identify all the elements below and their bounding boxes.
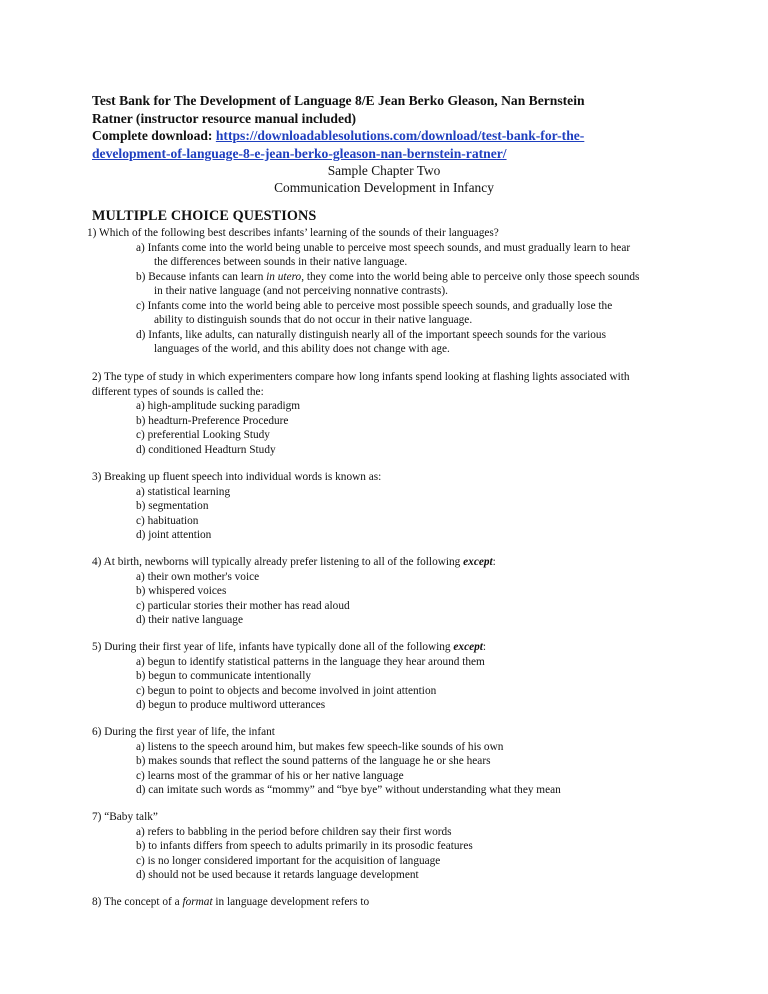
chapter-title: Communication Development in Infancy [274, 180, 494, 195]
question-3-stem: 3) Breaking up fluent speech into individual words is known as: [92, 471, 382, 483]
question-3-option-b: b) segmentation [136, 500, 209, 512]
question-1-option-d-cont: languages of the world, and this ability does not change with age. [154, 343, 450, 355]
question-4-stem-pre: 4) At birth, newborns will typically already prefer listening to all of the following [92, 556, 464, 568]
question-8-stem-post: in language development refers to [212, 896, 370, 908]
document-title-line1: Test Bank for The Development of Language 8/E Jean Berko Gleason, Nan Bernstein [92, 93, 585, 108]
question-1-option-b [136, 270, 639, 284]
question-1-option-a: a) Infants come into the world being unable to perceive most speech sounds, and must gradually learn to hear [136, 241, 631, 254]
section-heading: MULTIPLE CHOICE QUESTIONS [92, 208, 317, 224]
question-7-option-c: c) is no longer considered important for the acquisition of language [136, 854, 441, 867]
question-1-option-b-post: , they come into the world being able to perceive only those speech sounds [301, 270, 640, 283]
question-1-option-b-em: in utero [266, 270, 302, 283]
download-link-part1[interactable]: https://downloadablesolutions.com/download/test-bank-for-the- [215, 128, 585, 143]
question-7-option-b: b) to infants differs from speech to adults primarily in its prosodic features [136, 840, 473, 852]
question-4-option-b: b) whispered voices [136, 585, 227, 597]
question-8-stem [92, 895, 692, 909]
question-1-option-a-cont: the differences between sounds in their native language. [154, 256, 408, 268]
question-4-stem [92, 555, 692, 569]
question-2-stem-cont: different types of sounds is called the: [92, 385, 264, 398]
question-5-stem-em: except [453, 641, 483, 653]
question-1-option-b-pre: b) Because infants can learn [136, 270, 267, 283]
question-5-option-b: b) begun to communicate intentionally [136, 670, 312, 682]
question-1-option-d: d) Infants, like adults, can naturally distinguish nearly all of the important speech sounds for the various [136, 328, 606, 341]
question-4-option-d: d) their native language [136, 614, 243, 626]
question-5-option-d: d) begun to produce multiword utterances [136, 699, 326, 711]
question-6-option-b: b) makes sounds that reflect the sound patterns of the language he or she hears [136, 755, 491, 767]
question-2-option-a: a) high-amplitude sucking paradigm [136, 400, 301, 412]
question-3-option-d: d) joint attention [136, 529, 212, 541]
question-1-option-b-cont: in their native language (and not perceiving nonnative contrasts). [154, 285, 448, 297]
question-7-option-a: a) refers to babbling in the period before children say their first words [136, 825, 452, 838]
question-2-option-d: d) conditioned Headturn Study [136, 443, 276, 456]
question-4-stem-em: except [463, 556, 493, 568]
question-7-stem: 7) “Baby talk” [92, 811, 158, 823]
question-2-stem: 2) The type of study in which experimenters compare how long infants spend looking at flashing lights associated with [92, 371, 630, 383]
question-5-stem [92, 640, 692, 654]
question-6-option-c: c) learns most of the grammar of his or her native language [136, 769, 404, 782]
question-3-option-a: a) statistical learning [136, 485, 231, 498]
download-link-line2 [92, 145, 692, 163]
question-5-option-a: a) begun to identify statistical patterns in the language they hear around them [136, 655, 485, 668]
question-1-option-c-cont: ability to distinguish sounds that do not occur in their native language. [154, 314, 473, 326]
download-label: Complete download: [92, 128, 216, 143]
download-line [92, 127, 692, 145]
question-6-stem: 6) During the first year of life, the infant [92, 726, 275, 738]
download-link-part2[interactable]: development-of-language-8-e-jean-berko-gleason-nan-bernstein-ratner/ [92, 145, 507, 161]
question-6-option-d: d) can imitate such words as “mommy” and “bye bye” without understanding what they mean [136, 784, 561, 796]
question-5-stem-pre: 5) During their first year of life, infants have typically done all of the following [92, 641, 454, 653]
question-2-option-b: b) headturn-Preference Procedure [136, 414, 289, 427]
document-title-line2: Ratner (instructor resource manual included) [92, 110, 357, 126]
question-4-option-c: c) particular stories their mother has read aloud [136, 599, 350, 612]
question-2-option-c: c) preferential Looking Study [136, 429, 270, 441]
question-5-stem-post: : [482, 641, 487, 653]
question-8-stem-em: format [182, 896, 213, 908]
question-6-option-a: a) listens to the speech around him, but makes few speech-like sounds of his own [136, 740, 504, 753]
question-5-option-c: c) begun to point to objects and become involved in joint attention [136, 684, 437, 697]
question-3-option-c: c) habituation [136, 514, 199, 527]
question-1-option-c: c) Infants come into the world being able to perceive most possible speech sounds, and gradually lose the [136, 299, 613, 312]
question-7-option-d: d) should not be used because it retards language development [136, 869, 419, 881]
sample-chapter-heading: Sample Chapter Two [327, 163, 441, 178]
question-8-stem-pre: 8) The concept of a [92, 896, 183, 908]
question-4-stem-post: : [492, 556, 496, 568]
question-1-stem: 1) Which of the following best describes infants’ learning of the sounds of their languages? [87, 227, 499, 239]
question-4-option-a: a) their own mother's voice [136, 570, 260, 583]
